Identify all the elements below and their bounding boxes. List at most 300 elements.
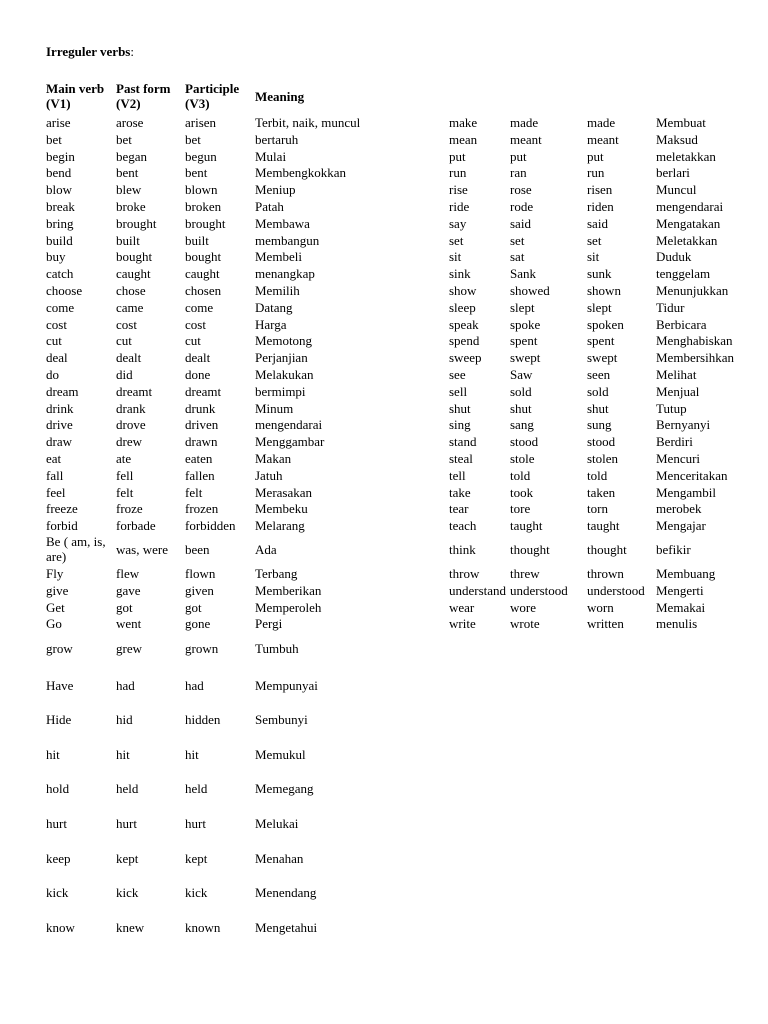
verb-v2: sang [510, 417, 534, 433]
verb-v3: built [185, 232, 209, 248]
verb-v3: hurt [185, 816, 206, 832]
header-participle-line1: Participle [185, 81, 240, 96]
table-row [449, 317, 749, 334]
verb-v3: taken [587, 484, 616, 500]
verb-v1: Go [46, 616, 62, 632]
verb-meaning: Mencuri [656, 450, 701, 466]
verb-v3: felt [185, 484, 203, 500]
table-row [46, 910, 386, 945]
verb-meaning: Terbang [255, 565, 298, 581]
table-row [46, 771, 386, 806]
verb-v3: drawn [185, 434, 218, 450]
verb-v3: begun [185, 148, 217, 164]
verb-v1: grow [46, 641, 73, 657]
table-row [46, 737, 386, 772]
verb-v1: take [449, 484, 471, 500]
verb-meaning: Melihat [656, 366, 697, 382]
verb-v3: dreamt [185, 383, 222, 399]
verb-v3: flown [185, 565, 216, 581]
verb-v2: built [116, 232, 140, 248]
verb-v3: risen [587, 182, 613, 198]
verb-v1: freeze [46, 501, 78, 517]
verb-v1: understand [449, 582, 507, 598]
table-row [449, 535, 749, 566]
verb-v2: bent [116, 165, 139, 181]
verb-meaning: Memegang [255, 781, 314, 797]
verb-v3: given [185, 582, 214, 598]
verb-v2: cut [116, 333, 132, 349]
table-row [449, 600, 749, 617]
verb-meaning: menulis [656, 616, 698, 632]
verb-v2: said [510, 215, 531, 231]
verb-meaning: Tidur [656, 299, 685, 315]
table-row [46, 367, 386, 384]
verb-meaning: merobek [656, 501, 702, 517]
verb-v1: Fly [46, 565, 64, 581]
verb-v2: grew [116, 641, 142, 657]
verb-meaning: Bernyanyi [656, 417, 711, 433]
verb-v3: done [185, 366, 211, 382]
verb-meaning: Muncul [656, 182, 697, 198]
verb-meaning: Merasakan [255, 484, 313, 500]
verb-v2: flew [116, 565, 140, 581]
verb-meaning: Menghabiskan [656, 333, 733, 349]
verb-v2: broke [116, 198, 146, 214]
verb-v1: steal [449, 450, 473, 466]
verb-v3: had [185, 677, 204, 693]
verb-meaning: Pergi [255, 616, 283, 632]
verb-meaning: Meniup [255, 182, 296, 198]
table-row [46, 434, 386, 451]
verb-meaning: berlari [656, 165, 690, 181]
table-row [46, 668, 386, 703]
verb-v2: cost [116, 316, 137, 332]
verb-v1: sink [449, 266, 471, 282]
verb-v1: speak [449, 316, 479, 332]
verb-meaning: Patah [255, 198, 284, 214]
verb-v2: went [116, 616, 142, 632]
verb-meaning: Mengatakan [656, 215, 721, 231]
verb-meaning: mengendarai [656, 198, 724, 214]
table-row [449, 115, 749, 132]
verb-v1: mean [449, 131, 478, 147]
verb-v3: frozen [185, 501, 219, 517]
verb-meaning: Mengetahui [255, 919, 318, 935]
verb-v1: do [46, 366, 59, 382]
verb-v3: blown [185, 182, 218, 198]
verb-v2: dealt [116, 350, 142, 366]
verb-v3: gone [185, 616, 211, 632]
table-row [46, 806, 386, 841]
verb-v2: bought [116, 249, 153, 265]
table-row [46, 115, 386, 132]
verb-meaning: Duduk [656, 249, 692, 265]
verb-v2: kept [116, 850, 139, 866]
table-row [449, 417, 749, 434]
verb-meaning: Terbit, naik, muncul [255, 115, 361, 130]
verb-v1: arise [46, 115, 71, 130]
verb-v1: wear [449, 599, 475, 615]
verb-meaning: Mengerti [656, 582, 704, 598]
verb-v3: set [587, 232, 602, 248]
verb-v2: set [510, 232, 525, 248]
verb-v1: set [449, 232, 464, 248]
verb-v2: bet [116, 131, 132, 147]
verb-v3: brought [185, 215, 226, 231]
verb-v3: hidden [185, 712, 221, 728]
verb-v1: spend [449, 333, 480, 349]
verb-v1: drive [46, 417, 73, 433]
verb-v3: been [185, 541, 210, 557]
verb-v1: choose [46, 282, 83, 298]
table-row [46, 633, 386, 668]
table-row [46, 451, 386, 468]
verb-v2: had [116, 677, 135, 693]
verb-meaning: Melakukan [255, 366, 314, 382]
verb-v2: swept [510, 350, 541, 366]
verb-meaning: Menunjukkan [656, 282, 729, 298]
verb-v1: Have [46, 677, 74, 693]
header-main-verb-line2: (V1) [46, 96, 71, 111]
table-row [449, 401, 749, 418]
verb-meaning: Menahan [255, 850, 304, 866]
table-row [46, 182, 386, 199]
table-row [449, 468, 749, 485]
verb-v3: held [185, 781, 208, 797]
table-row [449, 283, 749, 300]
verb-v2: was, were [116, 541, 168, 557]
verb-v1: hold [46, 781, 70, 797]
verb-v1: say [449, 215, 467, 231]
verb-meaning: Membeku [255, 501, 308, 517]
verb-v3: seen [587, 366, 611, 382]
table-row [46, 485, 386, 502]
verb-meaning: membangun [255, 232, 320, 248]
header-meaning [255, 89, 304, 104]
header-main-verb [46, 81, 104, 111]
header-meaning-text: Meaning [255, 89, 305, 104]
verb-v2: held [116, 781, 139, 797]
verb-v1: cost [46, 316, 67, 332]
verb-v3: bought [185, 249, 222, 265]
verb-v3: torn [587, 501, 608, 517]
verb-v3: put [587, 148, 604, 164]
verb-v3: spoken [587, 316, 624, 332]
verb-v1: show [449, 282, 477, 298]
verb-v2: rose [510, 182, 532, 198]
verb-v2: did [116, 366, 133, 382]
verb-meaning: Tumbuh [255, 641, 299, 657]
verb-v3: stood [587, 434, 616, 450]
header-past-form [116, 81, 171, 111]
verb-v3: known [185, 919, 221, 935]
verb-meaning: Minum [255, 400, 294, 416]
table-row [449, 350, 749, 367]
verb-v2: hid [116, 712, 133, 728]
verb-v2: came [116, 299, 144, 315]
table-row [46, 216, 386, 233]
verb-meaning: mengendarai [255, 417, 323, 433]
verb-meaning: Menendang [255, 885, 317, 901]
verb-v2: began [116, 148, 148, 164]
table-row [449, 485, 749, 502]
verb-v2: kick [116, 885, 139, 901]
table-row [449, 199, 749, 216]
verb-v2: blew [116, 182, 142, 198]
verb-v2: sat [510, 249, 525, 265]
table-row [46, 165, 386, 182]
verb-v1: stand [449, 434, 477, 450]
verb-meaning: Menggambar [255, 434, 325, 450]
verb-v1: blow [46, 182, 72, 198]
table-row [449, 149, 749, 166]
verb-meaning: Menjual [656, 383, 700, 399]
table-row [449, 216, 749, 233]
title-colon: : [130, 44, 134, 59]
verb-v3: shut [587, 400, 609, 416]
verb-v2: hurt [116, 816, 137, 832]
table-row [46, 841, 386, 876]
verb-v2: ate [116, 450, 132, 466]
verb-v2: slept [510, 299, 535, 315]
verb-v3: come [185, 299, 214, 315]
table-row [449, 566, 749, 583]
verb-v3: got [185, 599, 202, 615]
verbs-table-left [46, 115, 386, 944]
verb-v1: know [46, 919, 75, 935]
verb-v3: spent [587, 333, 615, 349]
verb-v1: sing [449, 417, 471, 433]
verb-meaning: Menceritakan [656, 467, 728, 483]
verb-v1: begin [46, 148, 75, 164]
header-past-form-line2: (V2) [116, 96, 141, 111]
verb-v1: shut [449, 400, 471, 416]
verb-v2: Sank [510, 266, 536, 282]
table-row [46, 199, 386, 216]
verb-v2: stole [510, 450, 535, 466]
verb-v1: dream [46, 383, 79, 399]
table-row [46, 501, 386, 518]
verb-meaning: Memperoleh [255, 599, 322, 615]
verb-v3: thrown [587, 565, 624, 581]
verb-v3: fallen [185, 467, 215, 483]
verb-meaning: Memberikan [255, 582, 322, 598]
verb-v3: sung [587, 417, 612, 433]
table-row [46, 333, 386, 350]
table-row [449, 451, 749, 468]
verb-v3: bent [185, 165, 208, 181]
verb-v1: tear [449, 501, 469, 517]
verb-meaning: Membersihkan [656, 350, 734, 366]
table-row [46, 350, 386, 367]
verb-v3: worn [587, 599, 614, 615]
verb-v3: kick [185, 885, 208, 901]
verb-v1: sweep [449, 350, 482, 366]
verb-meaning: Harga [255, 316, 287, 332]
verb-v3: sit [587, 249, 600, 265]
verb-v2: spent [510, 333, 538, 349]
verb-meaning: Mengajar [656, 518, 706, 534]
table-row [46, 384, 386, 401]
verb-v3: cut [185, 333, 201, 349]
verb-v3: grown [185, 641, 219, 657]
table-row [449, 182, 749, 199]
verb-v1: cut [46, 333, 62, 349]
verb-v1: Hide [46, 712, 72, 728]
table-row [449, 367, 749, 384]
table-row [46, 149, 386, 166]
table-row [449, 249, 749, 266]
verb-v1: hit [46, 746, 60, 762]
verb-v1: hurt [46, 816, 67, 832]
verb-v1: rise [449, 182, 468, 198]
table-row [449, 266, 749, 283]
verb-meaning: Berbicara [656, 316, 707, 332]
table-row [449, 300, 749, 317]
table-row [46, 535, 386, 566]
table-row [46, 518, 386, 535]
verb-meaning: Ada [255, 541, 277, 557]
verb-v2: showed [510, 282, 550, 298]
verb-v2: froze [116, 501, 143, 517]
table-row [449, 518, 749, 535]
verb-v3: forbidden [185, 518, 236, 534]
verb-v3: riden [587, 198, 614, 214]
verb-v1: keep [46, 850, 71, 866]
table-row [46, 249, 386, 266]
verb-v2: gave [116, 582, 141, 598]
verb-v1: build [46, 232, 73, 248]
verb-v2: wrote [510, 616, 540, 632]
verb-v1: run [449, 165, 467, 181]
table-row [46, 317, 386, 334]
header-past-form-line1: Past form [116, 81, 171, 96]
table-row [46, 566, 386, 583]
table-row [46, 600, 386, 617]
verb-meaning: Mempunyai [255, 677, 318, 693]
verb-meaning: Mulai [255, 148, 287, 164]
table-row [46, 132, 386, 149]
table-row [46, 468, 386, 485]
verb-v2: hit [116, 746, 130, 762]
verb-v3: caught [185, 266, 220, 282]
verb-v3: swept [587, 350, 618, 366]
document-title [46, 44, 134, 60]
verb-v1: come [46, 299, 75, 315]
verb-v1: bet [46, 131, 62, 147]
verb-v2: Saw [510, 366, 533, 382]
verb-meaning: tenggelam [656, 266, 711, 282]
verb-v1: kick [46, 885, 69, 901]
table-row [46, 283, 386, 300]
verb-v3: said [587, 215, 608, 231]
verb-v3: run [587, 165, 605, 181]
table-row [449, 165, 749, 182]
verb-meaning: bertaruh [255, 131, 299, 147]
verb-meaning: Makan [255, 450, 292, 466]
verb-meaning: Melukai [255, 816, 299, 832]
verb-v2: meant [510, 131, 542, 147]
verb-meaning: Membuat [656, 115, 706, 130]
verb-v2: arose [116, 115, 144, 130]
verb-v2: fell [116, 467, 134, 483]
verb-meaning: Memotong [255, 333, 313, 349]
verb-v1: throw [449, 565, 480, 581]
verb-meaning: menangkap [255, 266, 315, 282]
verb-v3: cost [185, 316, 206, 332]
verb-meaning: Memukul [255, 746, 306, 762]
verb-v3: driven [185, 417, 219, 433]
verb-v1: make [449, 115, 478, 130]
verb-v1: buy [46, 249, 66, 265]
verb-v1: sit [449, 249, 462, 265]
verb-meaning: Sembunyi [255, 712, 308, 728]
header-participle-line2: (V3) [185, 96, 210, 111]
verb-meaning: Tutup [656, 400, 687, 416]
verb-meaning: Berdiri [656, 434, 693, 450]
verb-meaning: Datang [255, 299, 293, 315]
verb-v3: meant [587, 131, 619, 147]
header-participle [185, 81, 239, 111]
verb-v3: arisen [185, 115, 217, 130]
table-row [449, 132, 749, 149]
verb-meaning: Meletakkan [656, 232, 718, 248]
verb-v1: sell [449, 383, 468, 399]
verb-v1: bend [46, 165, 72, 181]
verb-v2: thought [510, 541, 550, 557]
verb-v1: deal [46, 350, 68, 366]
verb-v3: chosen [185, 282, 222, 298]
verb-v1: put [449, 148, 466, 164]
table-row [449, 384, 749, 401]
table-row [449, 233, 749, 250]
verb-meaning: bermimpi [255, 383, 306, 399]
verb-v3: sold [587, 383, 609, 399]
verb-v2: drank [116, 400, 146, 416]
verb-v2: forbade [116, 518, 156, 534]
verb-meaning: Melarang [255, 518, 305, 534]
verb-v1: Be ( am, is, are) [46, 533, 106, 564]
verb-meaning: Membengkokkan [255, 165, 346, 181]
verb-v2: drove [116, 417, 146, 433]
verbs-table-right [449, 115, 749, 633]
verb-v2: brought [116, 215, 157, 231]
table-row [449, 501, 749, 518]
verb-v2: got [116, 599, 133, 615]
verb-v3: slept [587, 299, 612, 315]
table-row [46, 616, 386, 633]
verb-v3: told [587, 467, 608, 483]
verb-v2: took [510, 484, 534, 500]
verb-meaning: Membawa [255, 215, 310, 231]
table-row [46, 233, 386, 250]
verb-meaning: Jatuh [255, 467, 283, 483]
table-row [46, 300, 386, 317]
verb-v1: fall [46, 467, 64, 483]
verb-v3: sunk [587, 266, 612, 282]
verb-v1: forbid [46, 518, 78, 534]
verb-v2: shut [510, 400, 532, 416]
verb-meaning: Memilih [255, 282, 300, 298]
verb-v3: bet [185, 131, 201, 147]
verb-v1: eat [46, 450, 62, 466]
verb-meaning: Memakai [656, 599, 706, 615]
verb-v2: wore [510, 599, 536, 615]
verb-v3: hit [185, 746, 199, 762]
verb-v2: made [510, 115, 539, 130]
verb-meaning: Mengambil [656, 484, 716, 500]
verb-v1: bring [46, 215, 74, 231]
